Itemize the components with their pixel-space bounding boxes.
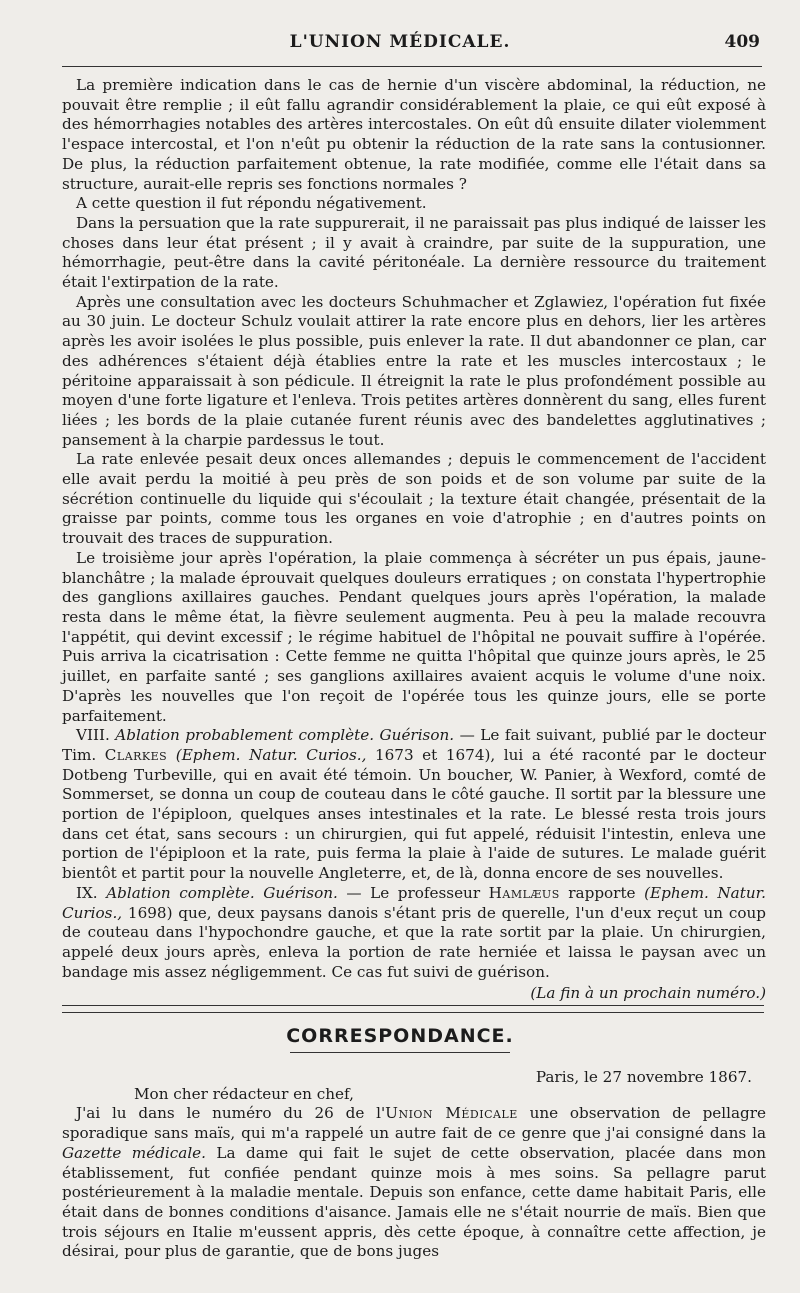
case-title: Ablation complète. Guérison. xyxy=(106,883,338,902)
author-name: Hamlæus xyxy=(488,883,560,902)
page-header xyxy=(40,30,760,64)
case-intro: — Le fait suivant, publié par le docteur Tim. xyxy=(62,726,767,764)
paragraph: La rate enlevée pesait deux onces allemandes ; depuis le commencement de l'accident elle avait perdu la moitié à peu près de son poids et de son volume par suite de la sécrétion continuelle du liquide qui s'écoulait ; la texture était changée, présentait de la graisse par points, comme tous les organes en voie d'atrophie ; en d'autres points on trouvait des traces de suppuration. xyxy=(62,450,766,548)
section-divider xyxy=(62,1005,764,1013)
article-body xyxy=(62,76,766,1004)
citation: (Ephem. Natur. Curios., xyxy=(62,883,767,922)
letter-text: J'ai lu dans le numéro du 26 de l' xyxy=(76,1104,386,1123)
header-rule xyxy=(62,66,762,67)
title-underline xyxy=(290,1052,510,1053)
paragraph: Le troisième jour après l'opération, la plaie commença à sécréter un pus épais, jaune-blanchâtre ; la malade éprouvait quelques douleurs erratiques ; on constata l'hypertrophie des ganglions axillaires gauches. Pendant quelques jours après l'opération, la malade resta dans le même état, la fièvre seulement augmenta. Peu à peu la malade recouvra l'appétit, qui devint excessif ; le régime habituel de l'hôpital ne pouvait suffire à l'opérée. Puis arriva la cicatrisation : Cette femme ne quitta l'hôpital que quinze jours après, le 25 juillet, en parfaite santé ; ses ganglions axillaires avaient acquis le volume d'une noix. D'après les nouvelles que l'on reçoit de l'opérée tous les quinze jours, elle se porte parfaitement. xyxy=(62,548,766,725)
letter-body xyxy=(62,1062,766,1262)
paragraph: A cette question il fut répondu négativement. xyxy=(76,194,427,213)
case-text: 1673 et 1674), lui a été raconté par le docteur Dotbeng Turbeville, qui en avait été témoin. Un boucher, W. Panier, à Wexford, comté de Sommerset, se donna un coup de couteau dans le côté gauche. Il sortit par la blessure une portion de l'épiploon, quelques anses intestinales et la rate. Le blessé resta trois jours dans cet état, sans secours : un chirurgien, qui fut appelé, réduisit l'intestin, enleva une portion de l'épiploon et la rate, puis ferma la plaie à l'aide de sutures. Le malade guérit bientôt et partit pour la nouvelle Angleterre, et, de là, donna encore de ses nouvelles. xyxy=(62,745,767,883)
letter-paragraph xyxy=(62,1104,766,1262)
citation: (Ephem. Natur. Curios., xyxy=(175,745,367,764)
author-name: Clarkes xyxy=(104,745,168,764)
case-title: Ablation probablement complète. Guérison. xyxy=(115,726,455,745)
journal-name: Union Médicale xyxy=(385,1104,518,1123)
continuation-note: (La fin à un prochain numéro.) xyxy=(530,984,766,1003)
verb: rapporte xyxy=(568,883,636,902)
paragraph: La première indication dans le cas de hernie d'un viscère abdominal, la réduction, ne pouvait être remplie ; il eût fallu agrandir considérablement la plaie, ce qui eût exposé à des hémorrhagies notables des artères intercostales. On eût dû ensuite dilater violemment l'espace intercostal, et l'on n'eût pu obtenir la réduction de la rate sans la contusionner. De plus, la réduction parfaitement obtenue, la rate modifiée, comme elle l'était dans sa structure, aurait-elle repris ses fonctions normales ? xyxy=(62,76,766,193)
case-text: 1698) que, deux paysans danois s'étant pris de querelle, l'un d'eux reçut un coup de couteau dans l'hypochondre gauche, et que la rate sortit par la plaie. Un chirurgien, appelé deux jours après, enleva la portion de rate herniée et laissa le paysan avec un bandage mis assez négligemment. Ce cas fut suivi de guérison. xyxy=(62,903,767,981)
case-intro: — Le professeur xyxy=(346,883,481,902)
page-number: 409 xyxy=(724,32,760,52)
case-number: VIII. xyxy=(76,726,110,745)
letter-text: La dame qui fait le sujet de cette observation, placée dans mon établissement, fut confiée pendant quinze mois à mes soins. Sa pellagre parut postérieurement à la maladie mentale. Depuis son enfance, cette dame habitait Paris, elle était dans de bonnes conditions d'aisance. Jamais elle ne s'était nourrie de maïs. Bien que trois séjours en Italie m'eussent appris, dès cette époque, à connaître cette affection, je désirai, pour plus de garantie, que de bons juges xyxy=(62,1143,767,1261)
gazette-name: Gazette médicale. xyxy=(62,1143,206,1162)
paragraph: Dans la persuation que la rate suppurerait, il ne paraissait pas plus indiqué de laisser les choses dans leur état présent ; il y avait à craindre, par suite de la suppuration, une hémorrhagie, peut-être dans la cavité péritonéale. La dernière ressource du traitement était l'extirpation de la rate. xyxy=(62,213,766,292)
running-title: L'UNION MÉDICALE. xyxy=(289,32,511,52)
dateline: Paris, le 27 novembre 1867. xyxy=(535,1068,752,1086)
case-viii-paragraph xyxy=(62,726,766,884)
section-title: CORRESPONDANCE. xyxy=(286,1025,514,1047)
salutation: Mon cher rédacteur en chef, xyxy=(134,1084,354,1103)
case-ix-paragraph xyxy=(62,884,766,983)
paragraph: Après une consultation avec les docteurs Schuhmacher et Zglawiez, l'opération fut fixée au 30 juin. Le docteur Schulz voulait attirer la rate encore plus en dehors, lier les artères après les avoir isolées le plus possible, puis enlever la rate. Il dut abandonner ce plan, car des adhérences s'étaient déjà établies entre la rate et les muscles intercostaux ; le péritoine apparaissait à son pédicule. Il étreignit la rate le plus profondément possible au moyen d'une forte ligature et l'enleva. Trois petites artères donnèrent du sang, elles furent liées ; les bords de la plaie cutanée furent réunis avec des bandelettes agglutinatives ; pansement à la charpie pardessus le tout. xyxy=(62,292,766,449)
letter-text: une observation de pellagre sporadique sans maïs, qui m'a rappelé un autre fait de ce genre que j'ai consigné dans la xyxy=(62,1104,767,1143)
case-number: IX. xyxy=(76,883,98,902)
